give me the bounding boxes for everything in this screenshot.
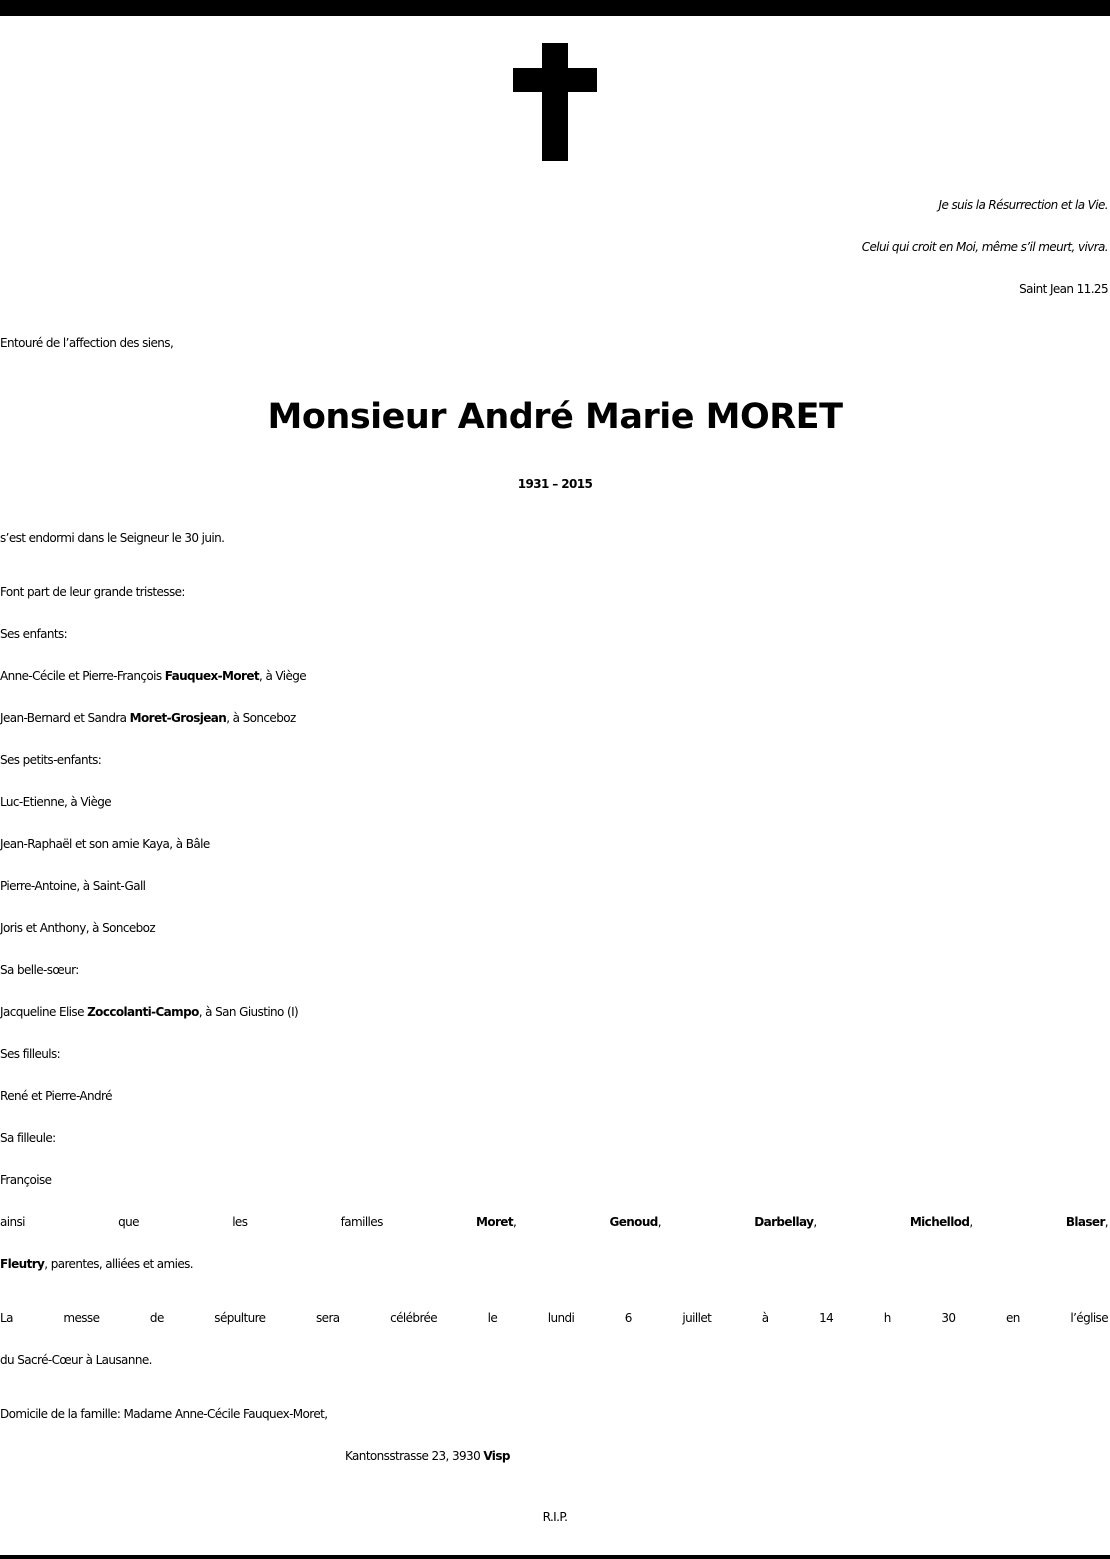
sister-in-law-label: Sa belle-sœur: [0,963,79,977]
deceased-name: Monsieur André Marie MORET [267,397,843,437]
mass-line-2: du Sacré-Cœur à Lausanne. [0,1353,152,1367]
grandchild-row: Pierre-Antoine, à Saint-Gall [0,879,146,893]
cross-icon [513,43,597,161]
domicile-line-1: Domicile de la famille: Madame Anne-Cécile Fauquex-Moret, [0,1407,328,1421]
intro-text: Entouré de l’affection des siens, [0,336,174,350]
child-row-2: Jean-Bernard et Sandra Moret-Grosjean, à Sonceboz [0,711,296,725]
sister-in-law-row: Jacqueline Elise Zoccolanti-Campo, à San Giustino (I) [0,1005,299,1019]
announce-text: Font part de leur grande tristesse: [0,585,185,599]
godsons-label: Ses filleuls: [0,1047,61,1061]
godsons-names: René et Pierre-André [0,1089,112,1103]
domicile-line-2: Kantonsstrasse 23, 3930 Visp [345,1449,510,1463]
verse-reference: Saint Jean 11.25 [1019,282,1108,296]
closing-text: R.I.P. [542,1510,568,1524]
families-line-2: Fleutry, parentes, alliées et amies. [0,1257,194,1271]
deceased-dates: 1931 – 2015 [517,477,593,491]
mass-line-1: La messe de sépulture sera célébrée le lundi 6 juillet à 14 h 30 en l’église [0,1311,1108,1325]
passing-text: s’est endormi dans le Seigneur le 30 juin. [0,531,225,545]
grandchild-row: Jean-Raphaël et son amie Kaya, à Bâle [0,837,210,851]
children-label: Ses enfants: [0,627,68,641]
bottom-rule [0,1555,1110,1559]
verse-line-2: Celui qui croit en Moi, même s’il meurt, vivra. [861,240,1108,254]
grandchild-row: Luc-Etienne, à Viège [0,795,112,809]
families-line-1: ainsi que les familles Moret, Genoud, Darbellay, Michellod, Blaser, [0,1215,1109,1229]
goddaughter-name: Françoise [0,1173,52,1187]
child-row-1: Anne-Cécile et Pierre-François Fauquex-Moret, à Viège [0,669,307,683]
top-rule [0,0,1110,16]
verse-line-1: Je suis la Résurrection et la Vie. [938,198,1108,212]
grandchildren-label: Ses petits-enfants: [0,753,102,767]
grandchild-row: Joris et Anthony, à Sonceboz [0,921,156,935]
goddaughter-label: Sa filleule: [0,1131,56,1145]
